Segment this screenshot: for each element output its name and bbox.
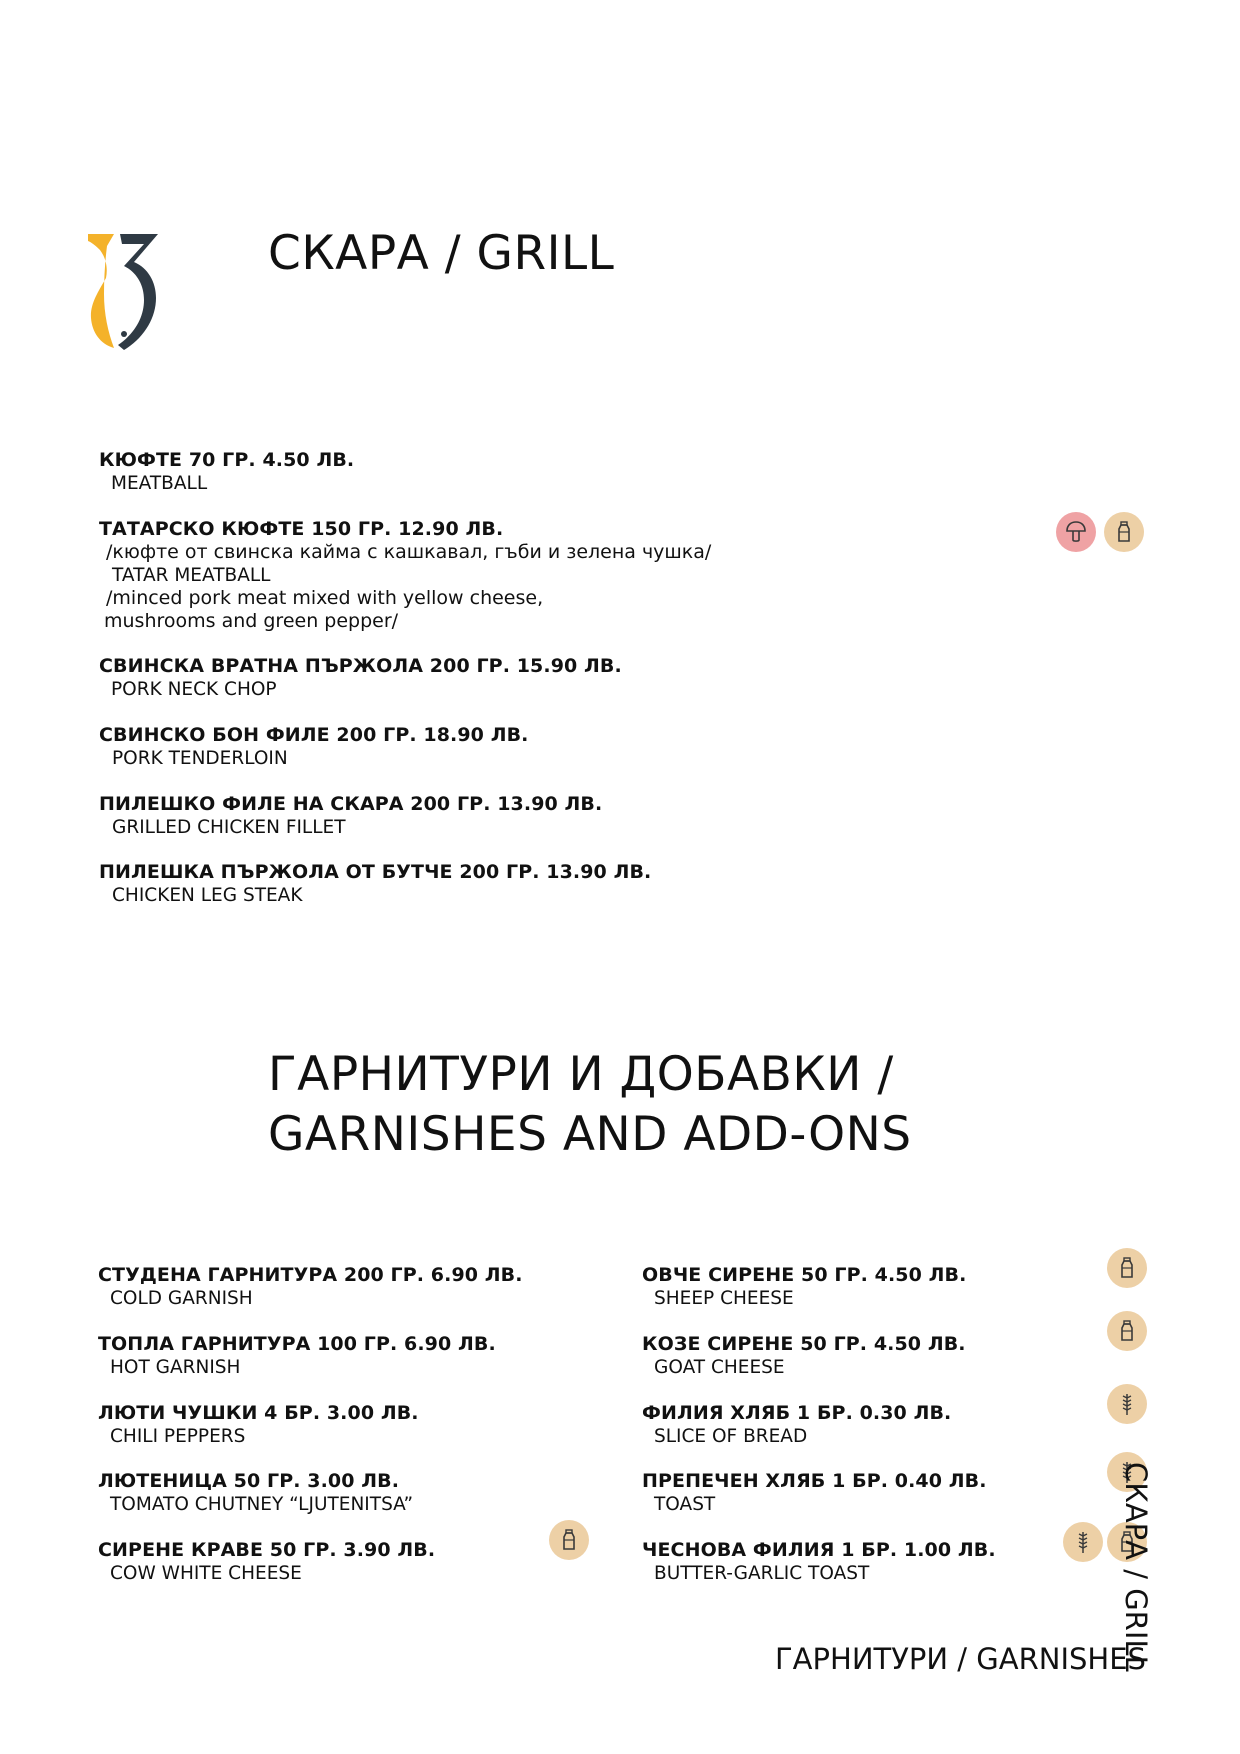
item-name: СТУДЕНА ГАРНИТУРА 200 ГР. 6.90 ЛВ. <box>98 1264 523 1286</box>
item-name-en: HOT GARNISH <box>110 1357 241 1378</box>
item-name: ПИЛЕШКО ФИЛЕ НА СКАРА 200 ГР. 13.90 ЛВ. <box>99 793 603 815</box>
menu-item-cold-garnish <box>98 1263 523 1310</box>
item-name: ФИЛИЯ ХЛЯБ 1 БР. 0.30 ЛВ. <box>642 1402 952 1424</box>
item-name-en: MEATBALL <box>111 473 208 494</box>
item-description-en: /minced pork meat mixed with yellow cheese, <box>106 587 544 609</box>
item-name-en: TATAR MEATBALL <box>112 565 271 586</box>
item-name-en: TOAST <box>654 1494 716 1515</box>
item-name: СВИНСКО БОН ФИЛЕ 200 ГР. 18.90 ЛВ. <box>99 724 529 746</box>
item-name: ТАТАРСКО КЮФТЕ 150 ГР. 12.90 ЛВ. <box>99 518 504 540</box>
item-name-en: COW WHITE CHEESE <box>110 1563 302 1584</box>
item-name-en: BUTTER-GARLIC TOAST <box>654 1563 870 1584</box>
item-name: ЧЕСНОВА ФИЛИЯ 1 БР. 1.00 ЛВ. <box>642 1539 996 1561</box>
item-name-en: PORK TENDERLOIN <box>112 748 288 769</box>
item-name-en: SHEEP CHEESE <box>654 1288 794 1309</box>
dairy-icon <box>1104 512 1144 552</box>
menu-item-goat-cheese <box>642 1332 966 1379</box>
menu-item-sheep-cheese <box>642 1263 966 1310</box>
item-name: СВИНСКА ВРАТНА ПЪРЖОЛА 200 ГР. 15.90 ЛВ. <box>99 655 622 677</box>
item-name-en: SLICE OF BREAD <box>654 1426 808 1447</box>
menu-item-chicken-leg-steak <box>99 860 651 907</box>
section-title-grill: СКАРА / GRILL <box>268 226 615 281</box>
dairy-icon <box>549 1520 589 1560</box>
logo-dot <box>121 331 127 337</box>
menu-item-meatball <box>99 448 354 495</box>
menu-item-cow-white-cheese <box>98 1538 435 1585</box>
item-name: ОВЧЕ СИРЕНЕ 50 ГР. 4.50 ЛВ. <box>642 1264 967 1286</box>
section-title-garnishes <box>268 1045 912 1165</box>
item-name: ЛЮТЕНИЦА 50 ГР. 3.00 ЛВ. <box>98 1470 400 1492</box>
menu-item-slice-of-bread <box>642 1401 951 1448</box>
item-name-en: COLD GARNISH <box>110 1288 253 1309</box>
menu-item-toast <box>642 1469 987 1516</box>
item-name: КЮФТЕ 70 ГР. 4.50 ЛВ. <box>99 449 355 471</box>
section-title-line-1: ГАРНИТУРИ И ДОБАВКИ / <box>268 1047 894 1102</box>
dairy-icon <box>1107 1248 1147 1288</box>
dairy-icon <box>1107 1311 1147 1351</box>
menu-item-chili-peppers <box>98 1401 419 1448</box>
item-name: ПИЛЕШКА ПЪРЖОЛА ОТ БУТЧЕ 200 ГР. 13.90 ЛВ. <box>99 861 652 883</box>
menu-item-grilled-chicken-fillet <box>99 792 602 839</box>
item-name: ТОПЛА ГАРНИТУРА 100 ГР. 6.90 ЛВ. <box>98 1333 496 1355</box>
side-section-label: СКАРА / GRILL <box>1119 1462 1153 1672</box>
wheat-icon <box>1063 1522 1103 1562</box>
item-description-en-cont: mushrooms and green pepper/ <box>104 610 399 632</box>
item-name-en: GOAT CHEESE <box>654 1357 785 1378</box>
menu-item-pork-tenderloin <box>99 723 528 770</box>
item-description-bg: /кюфте от свинска кайма с кашкавал, гъби и зелена чушка/ <box>106 541 712 563</box>
menu-item-hot-garnish <box>98 1332 496 1379</box>
item-name: СИРЕНЕ КРАВЕ 50 ГР. 3.90 ЛВ. <box>98 1539 436 1561</box>
restaurant-logo <box>88 234 158 350</box>
item-name-en: GRILLED CHICKEN FILLET <box>112 817 346 838</box>
menu-item-tomato-chutney <box>98 1469 413 1516</box>
item-name: КОЗЕ СИРЕНЕ 50 ГР. 4.50 ЛВ. <box>642 1333 966 1355</box>
mushroom-icon <box>1056 512 1096 552</box>
item-name-en: CHICKEN LEG STEAK <box>112 885 303 906</box>
item-name-en: CHILI PEPPERS <box>110 1426 246 1447</box>
footer-section-label: ГАРНИТУРИ / GARNISHES <box>775 1642 1146 1676</box>
section-title-line-2: GARNISHES AND ADD-ONS <box>268 1107 912 1162</box>
item-name-en: TOMATO CHUTNEY “LJUTENITSA” <box>110 1494 414 1515</box>
wheat-icon <box>1107 1384 1147 1424</box>
item-name: ПРЕПЕЧЕН ХЛЯБ 1 БР. 0.40 ЛВ. <box>642 1470 987 1492</box>
menu-item-tatar-meatball <box>99 517 711 633</box>
logo-yellow-shape <box>88 234 114 348</box>
menu-item-pork-neck-chop <box>99 654 622 701</box>
item-name-en: PORK NECK CHOP <box>111 679 277 700</box>
menu-item-butter-garlic-toast <box>642 1538 996 1585</box>
item-name: ЛЮТИ ЧУШКИ 4 БР. 3.00 ЛВ. <box>98 1402 419 1424</box>
